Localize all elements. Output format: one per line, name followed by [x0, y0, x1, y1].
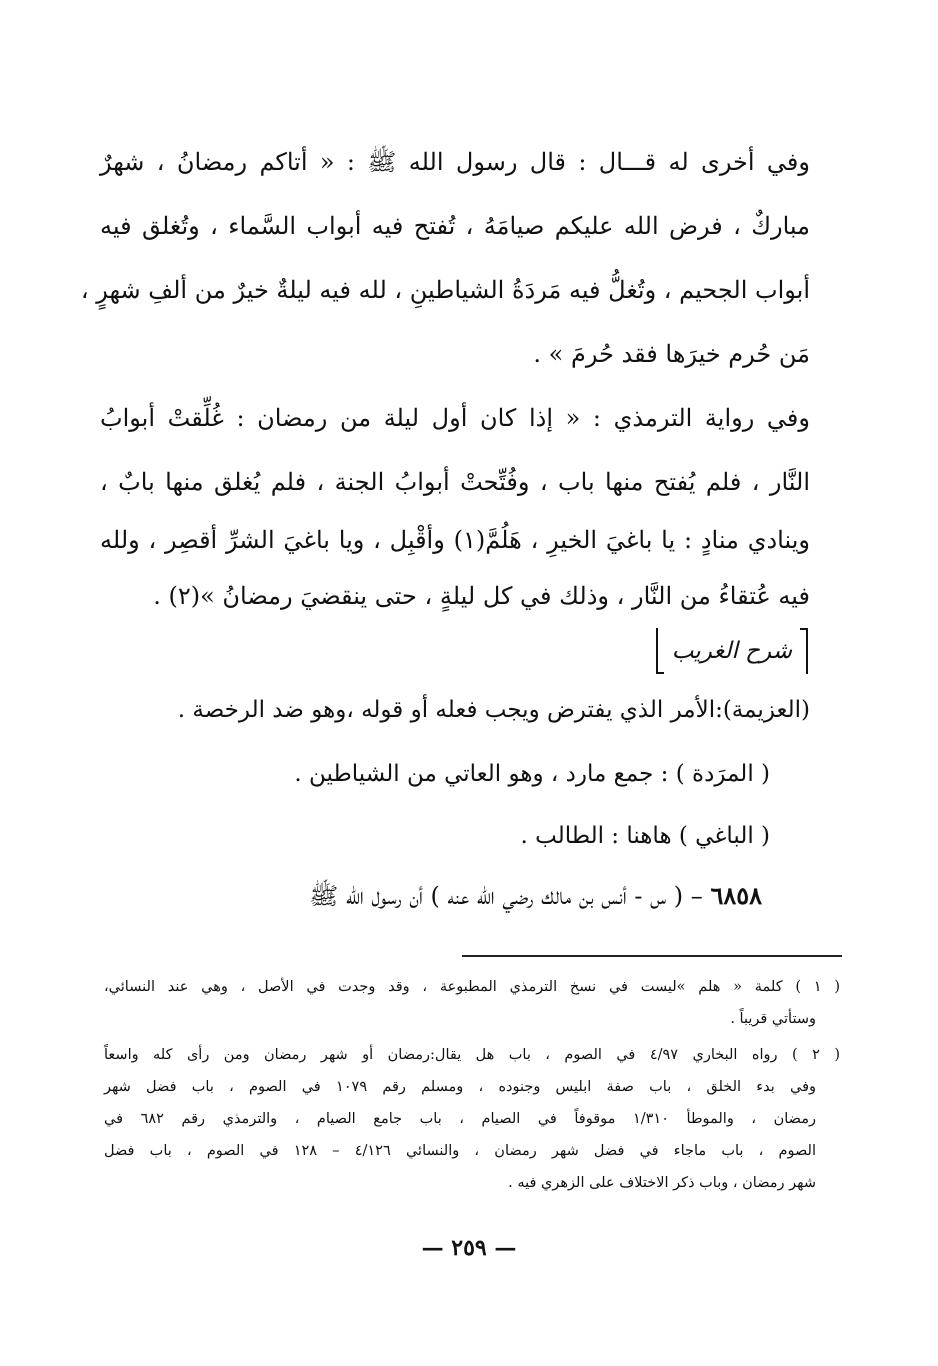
- body-line-2: مباركٌ ، فرض الله عليكم صيامَهُ ، تُفتح فيه أبواب السَّماء ، وتُغلق فيه: [100, 212, 810, 240]
- hadith-number: ٦٨٥٨: [710, 881, 762, 910]
- glossary-item-baghi: ( الباغي ) هاهنا : الطالب .: [520, 823, 770, 849]
- footnote-2-line-4: الصوم ، باب ماجاء في فضل شهر رمضان ، والنسائي ٤/١٢٦ – ١٢٨ في الصوم ، باب فضل: [104, 1143, 817, 1159]
- footnote-2-line-2: وفي بدء الخلق ، باب صفة ابليس وجنوده ، ومسلم رقم ١٠٧٩ في الصوم ، باب فضل شهر: [104, 1079, 817, 1095]
- body-line-6: النَّار ، فلم يُفتح منها باب ، وفُتِّحتْ أبوابُ الجنة ، فلم يُغلق منها بابٌ ،: [100, 468, 810, 496]
- footnote-1-line-2: وستأتي قريباً .: [730, 1011, 816, 1027]
- body-line-8: فيه عُتقاءُ من النَّار ، وذلك في كل ليلةٍ ، حتى ينقضيَ رمضانُ »(٢) .: [153, 582, 810, 610]
- body-line-7: وينادي منادٍ : يا باغيَ الخيرِ ، هَلُمَّ(١) وأقْبِل ، ويا باغيَ الشرِّ أقصِر ، ولله: [100, 526, 810, 554]
- footnote-1-line-1: ( ١ ) كلمة « هلم »ليست في نسخ الترمذي المطبوعة ، وقد وجدت في الأصل ، وهي عند النسائي،: [104, 979, 840, 995]
- page-number: — ٢٥٩ —: [421, 1235, 517, 1261]
- footnote-2-line-3: رمضان ، والموطأ ١/٣١٠ موقوفاً في الصيام ، باب جامع الصيام ، والترمذي رقم ٦٨٢ في: [104, 1111, 817, 1127]
- hadith-intro: – ( س - أنس بن مالك رضي الله عنه ) أن رسول الله ﷺ: [309, 882, 703, 910]
- next-hadith-line: [100, 880, 762, 912]
- body-line-3: أبواب الجحيم ، وتُغلُّ فيه مَردَةُ الشياطينِ ، لله فيه ليلةٌ خيرٌ من ألفِ شهرٍ ،: [80, 276, 810, 304]
- body-line-1: وفي أخرى له قـــال : قال رسول الله ﷺ : « أتاكم رمضانُ ، شهرٌ: [100, 148, 810, 176]
- body-line-4: مَن حُرم خيرَها فقد حُرمَ » .: [533, 340, 810, 368]
- footnote-divider: [462, 955, 842, 957]
- glossary-item-azima: (العزيمة):الأمر الذي يفترض ويجب فعله أو قوله ،وهو ضد الرخصة .: [177, 697, 810, 723]
- footnote-2-line-5: شهر رمضان ، وباب ذكر الاختلاف على الزهري فيه .: [508, 1175, 816, 1191]
- section-heading: شرح الغريب: [656, 628, 808, 674]
- footnote-2-line-1: ( ٢ ) رواه البخاري ٤/٩٧ في الصوم ، باب هل يقال:رمضان أو شهر رمضان ومن رأى كله واسعاً: [104, 1047, 840, 1063]
- body-line-5: وفي رواية الترمذي : « إذا كان أول ليلة من رمضان : غُلِّقتْ أبوابُ: [100, 404, 810, 432]
- glossary-item-marada: ( المرَدة ) : جمع مارد ، وهو العاتي من الشياطين .: [294, 761, 770, 787]
